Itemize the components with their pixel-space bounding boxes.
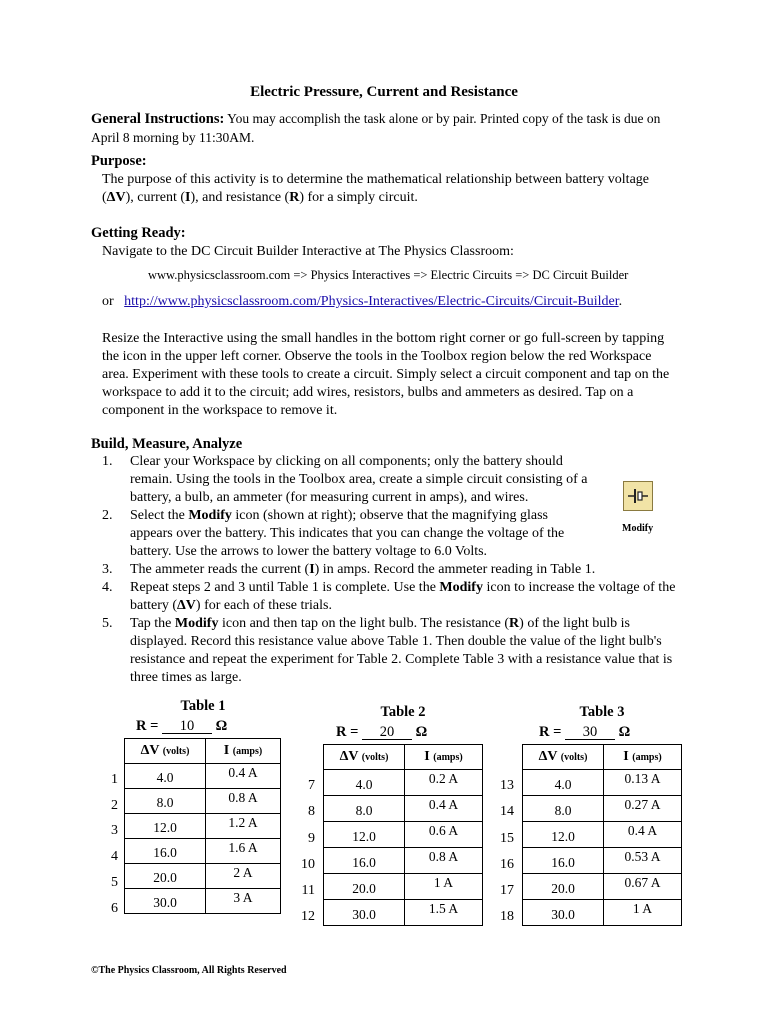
getting-ready-heading: Getting Ready: <box>91 225 186 241</box>
current-cell: 0.4 A <box>604 822 682 848</box>
i-column-header <box>405 745 483 770</box>
current-cell: 0.6 A <box>405 822 483 848</box>
page-title: Electric Pressure, Current and Resistance <box>250 84 518 100</box>
battery-icon <box>627 487 649 505</box>
step-number: 1. <box>102 454 113 469</box>
table-2 <box>323 744 483 926</box>
row-number: 10 <box>301 856 315 872</box>
ohm-unit: Ω <box>215 718 228 734</box>
table-row <box>125 814 281 839</box>
voltage-cell: 4.0 <box>324 770 405 796</box>
i-unit: (amps) <box>433 752 463 763</box>
row-number: 3 <box>111 823 118 839</box>
voltage-cell: 12.0 <box>523 822 604 848</box>
table-row <box>324 848 483 874</box>
circuit-builder-link[interactable]: http://www.physicsclassroom.com/Physics-Interactives/Electric-Circuits/Circuit-Builder <box>124 294 619 309</box>
step-text: ) of the light bulb is displayed. Record this resistance value above Table 1. Then double the value of the light bulb's resistance and repeat the experiment for Table 2. Complete Table 3 with a resistance value that is three times as large. <box>130 616 673 685</box>
step-text: Repeat steps 2 and 3 until Table 1 is complete. Use the <box>130 580 440 595</box>
i-header: I <box>623 749 629 764</box>
modify-icon-caption: Modify <box>622 523 654 534</box>
current-cell: 0.4 A <box>206 764 281 789</box>
row-number: 15 <box>500 830 514 846</box>
table-1-caption: Table 1 <box>180 698 226 714</box>
table-row <box>523 900 682 926</box>
dv-unit: (volts) <box>560 752 588 763</box>
steps-list <box>92 453 682 687</box>
current-cell: 1 A <box>405 874 483 900</box>
resistance-value: 20 <box>362 725 412 740</box>
step-text: icon to increase the voltage of the battery ( <box>130 580 676 613</box>
step-text: Select the <box>130 508 189 523</box>
table-row <box>523 822 682 848</box>
getting-ready-intro: Navigate to the DC Circuit Builder Interactive at The Physics Classroom: <box>102 244 514 259</box>
i-header: I <box>223 743 230 758</box>
resistance-symbol: R <box>509 616 520 631</box>
row-number: 4 <box>111 849 118 865</box>
current-cell: 1 A <box>604 900 682 926</box>
voltage-cell: 12.0 <box>125 814 206 839</box>
table-1-row-numbers <box>98 767 118 921</box>
ohm-unit: Ω <box>618 724 631 740</box>
table-row <box>125 839 281 864</box>
current-symbol: I <box>309 562 315 577</box>
dv-header: ΔV <box>140 743 160 758</box>
voltage-cell: 20.0 <box>125 864 206 889</box>
r-label: R = <box>336 724 362 740</box>
row-number: 5 <box>111 874 118 890</box>
table-3-caption: Table 3 <box>579 704 625 720</box>
current-cell: 2 A <box>206 864 281 889</box>
dv-unit: (volts) <box>162 746 190 757</box>
step-4 <box>92 579 682 615</box>
dv-column-header <box>125 739 206 764</box>
step-number: 2. <box>102 508 113 523</box>
dv-header: ΔV <box>339 749 359 764</box>
current-cell: 0.53 A <box>604 848 682 874</box>
voltage-cell: 30.0 <box>324 900 405 926</box>
general-instructions-text: You may accomplish the task alone or by pair. Printed copy of the task is due on April 8 morning by 11:30AM. <box>91 111 661 145</box>
current-cell: 1.2 A <box>206 814 281 839</box>
r-label: R = <box>136 718 162 734</box>
modify-keyword: Modify <box>174 616 219 631</box>
table-row <box>523 848 682 874</box>
current-cell: 0.2 A <box>405 770 483 796</box>
row-number: 6 <box>111 900 118 916</box>
voltage-cell: 8.0 <box>523 796 604 822</box>
dv-unit: (volts) <box>361 752 389 763</box>
table-row <box>125 789 281 814</box>
step-number: 3. <box>102 562 113 577</box>
table-row <box>523 874 682 900</box>
row-number: 17 <box>500 883 514 899</box>
dv-column-header <box>324 745 405 770</box>
voltage-cell: 4.0 <box>523 770 604 796</box>
i-column-header <box>206 739 281 764</box>
table-2-resistance <box>336 724 427 741</box>
voltage-cell: 16.0 <box>324 848 405 874</box>
purpose-text-3: ), and resistance ( <box>190 190 290 205</box>
step-number: 5. <box>102 616 113 631</box>
row-number: 14 <box>500 804 514 820</box>
table-1-resistance <box>136 718 227 735</box>
table-row <box>523 796 682 822</box>
step-text: ) for each of these trials. <box>195 598 332 613</box>
table-row <box>125 864 281 889</box>
resistance-value: 30 <box>565 725 615 740</box>
table-row <box>324 796 483 822</box>
voltage-cell: 20.0 <box>523 874 604 900</box>
table-3-row-numbers <box>494 773 514 931</box>
table-row <box>324 874 483 900</box>
table-row <box>324 822 483 848</box>
i-unit: (amps) <box>232 746 263 757</box>
modify-keyword: Modify <box>188 508 232 523</box>
purpose-text-2: ), current ( <box>125 190 186 205</box>
table-3 <box>522 744 682 926</box>
voltage-cell: 20.0 <box>324 874 405 900</box>
voltage-cell: 8.0 <box>125 789 206 814</box>
row-number: 2 <box>111 797 118 813</box>
row-number: 16 <box>500 856 514 872</box>
i-column-header <box>604 745 682 770</box>
delta-v-symbol: ΔV <box>106 190 126 205</box>
voltage-cell: 30.0 <box>125 889 206 914</box>
modify-keyword: Modify <box>439 580 483 595</box>
current-cell: 0.27 A <box>604 796 682 822</box>
row-number: 7 <box>308 778 315 793</box>
current-cell: 0.8 A <box>405 848 483 874</box>
r-label: R = <box>539 724 565 740</box>
dv-header: ΔV <box>538 749 558 764</box>
voltage-cell: 8.0 <box>324 796 405 822</box>
ohm-unit: Ω <box>415 724 428 740</box>
step-2 <box>92 507 682 561</box>
table-row <box>324 770 483 796</box>
current-cell: 1.6 A <box>206 839 281 864</box>
table-3-resistance <box>539 724 630 741</box>
table-1 <box>124 738 281 914</box>
table-row <box>125 889 281 914</box>
step-text: icon and then tap on the light bulb. The resistance ( <box>218 616 510 631</box>
i-unit: (amps) <box>632 752 662 763</box>
row-number: 11 <box>301 883 315 899</box>
step-1 <box>92 453 682 507</box>
or-text: or <box>102 294 114 309</box>
resistance-value: 10 <box>162 719 212 734</box>
row-number: 12 <box>301 909 315 925</box>
step-text: ) in amps. Record the ammeter reading in Table 1. <box>314 562 596 577</box>
current-cell: 1.5 A <box>405 900 483 926</box>
purpose-text-4: ) for a simply circuit. <box>299 190 418 205</box>
current-cell: 0.67 A <box>604 874 682 900</box>
current-cell: 0.4 A <box>405 796 483 822</box>
step-3 <box>92 561 682 579</box>
modify-icon <box>623 481 653 511</box>
resistance-symbol: R <box>289 190 300 205</box>
dv-column-header <box>523 745 604 770</box>
delta-v-symbol: ΔV <box>177 598 196 613</box>
step-text: The ammeter reads the current ( <box>130 562 310 577</box>
navigation-path: www.physicsclassroom.com => Physics Interactives => Electric Circuits => DC Circuit Builder <box>148 268 629 282</box>
table-row <box>523 770 682 796</box>
current-cell: 0.13 A <box>604 770 682 796</box>
voltage-cell: 4.0 <box>125 764 206 789</box>
row-number: 9 <box>308 830 315 846</box>
voltage-cell: 12.0 <box>324 822 405 848</box>
table-2-row-numbers <box>295 773 315 931</box>
copyright-footer: ©The Physics Classroom, All Rights Reserved <box>91 965 287 976</box>
resize-instructions: Resize the Interactive using the small handles in the bottom right corner or go full-screen by tapping the icon in the upper left corner. Observe the tools in the Toolbox region below the red Workspace area. Experiment with these tools to create a circuit. Simply select a circuit component and tap on the workspace to add it to the circuit; add wires, resistors, bulbs and ammeters as desired. Tap on a component in the workspace to remove it. <box>102 331 670 418</box>
purpose-text <box>102 171 662 207</box>
current-symbol: I <box>185 190 191 205</box>
row-number: 8 <box>308 804 315 820</box>
voltage-cell: 16.0 <box>523 848 604 874</box>
i-header: I <box>424 749 430 764</box>
current-cell: 3 A <box>206 889 281 914</box>
step-text: Clear your Workspace by clicking on all components; only the battery should remain. Using the tools in the Toolbox area, create a simple circuit consisting of a battery, a bulb, an ammeter (for measuring current in amps), and wires. <box>130 454 588 505</box>
table-row <box>324 900 483 926</box>
step-5 <box>92 615 682 687</box>
purpose-heading: Purpose: <box>91 153 147 169</box>
general-instructions-label: General Instructions: <box>91 111 225 127</box>
row-number: 1 <box>111 772 118 787</box>
current-cell: 0.8 A <box>206 789 281 814</box>
step-text: icon (shown at right); observe that the magnifying glass appears over the battery. This indicates that you can change the voltage of the battery. Use the arrows to lower the battery voltage to 6.0 Volts. <box>130 508 565 559</box>
build-heading: Build, Measure, Analyze <box>91 436 243 452</box>
url-period: . <box>618 294 623 309</box>
purpose-text-1: The purpose of this activity is to determine the mathematical relationship between battery voltage ( <box>102 172 649 205</box>
voltage-cell: 16.0 <box>125 839 206 864</box>
table-2-caption: Table 2 <box>380 704 426 720</box>
url-line <box>102 293 622 311</box>
row-number: 13 <box>500 778 514 793</box>
voltage-cell: 30.0 <box>523 900 604 926</box>
step-number: 4. <box>102 580 113 595</box>
general-instructions <box>91 110 681 148</box>
step-text: Tap the <box>130 616 175 631</box>
table-row <box>125 764 281 789</box>
row-number: 18 <box>500 909 514 925</box>
